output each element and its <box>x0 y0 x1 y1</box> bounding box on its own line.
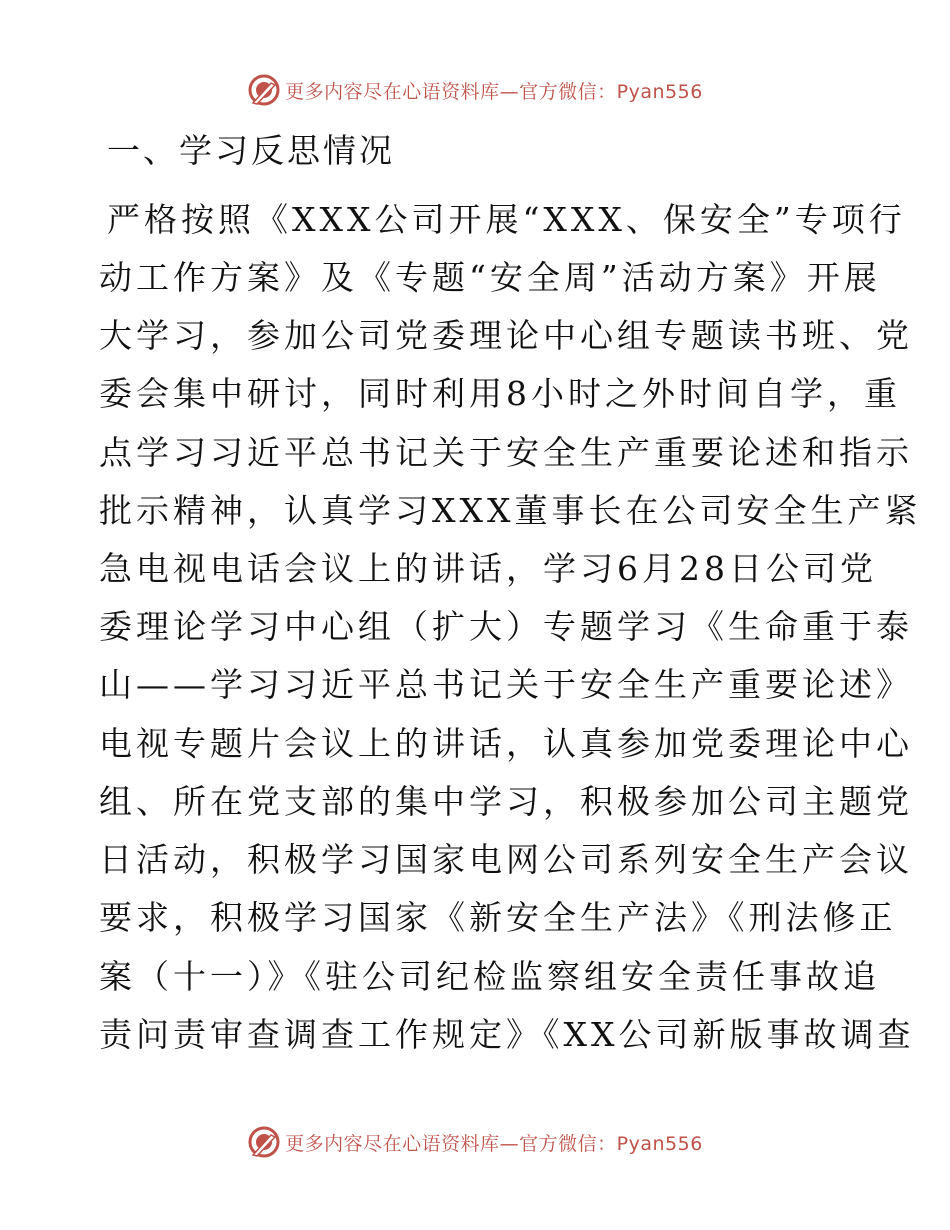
paragraph-line: 电视专题片会议上的讲话，认真参加党委理论中心 <box>99 724 913 763</box>
paragraph-line: 严格按照《XXX公司开展“XXX、保安全”专项行 <box>107 200 906 239</box>
footer-promo-text: 更多内容尽在心语资料库—官方微信：Pyan556 <box>285 1132 703 1155</box>
footer-promo-banner <box>0 1122 950 1162</box>
quill-pen-logo-icon <box>247 73 281 107</box>
paragraph-line: 动工作方案》及《专题“安全周”活动方案》开展 <box>99 258 881 297</box>
paragraph-line: 急电视电话会议上的讲话，学习6月28日公司党 <box>99 549 877 588</box>
paragraph-line: 大学习，参加公司党委理论中心组专题读书班、党 <box>99 316 913 355</box>
paragraph-line: 案（十一）》《驻公司纪检监察组安全责任事故追 <box>99 957 880 996</box>
quill-pen-logo-icon <box>247 1125 281 1159</box>
paragraph-line: 批示精神，认真学习XXX董事长在公司安全生产紧 <box>99 491 922 530</box>
paragraph-line: 委会集中研讨，同时利用8小时之外时间自学，重 <box>99 374 901 413</box>
paragraph-line: 日活动，积极学习国家电网公司系列安全生产会议 <box>99 840 913 879</box>
header-promo-text: 更多内容尽在心语资料库—官方微信：Pyan556 <box>285 80 703 103</box>
paragraph-line: 山——学习习近平总书记关于安全生产重要论述》 <box>99 665 913 704</box>
paragraph-line: 组、所在党支部的集中学习，积极参加公司主题党 <box>99 782 913 821</box>
paragraph-line: 点学习习近平总书记关于安全生产重要论述和指示 <box>99 433 913 472</box>
paragraph-line: 委理论学习中心组（扩大）专题学习《生命重于泰 <box>99 607 913 646</box>
section-heading: 一、学习反思情况 <box>107 131 395 170</box>
paragraph-line: 责问责审查调查工作规定》《XX公司新版事故调查 <box>99 1015 915 1054</box>
paragraph-line: 要求，积极学习国家《新安全生产法》《刑法修正 <box>99 898 897 937</box>
header-promo-banner <box>0 70 950 110</box>
